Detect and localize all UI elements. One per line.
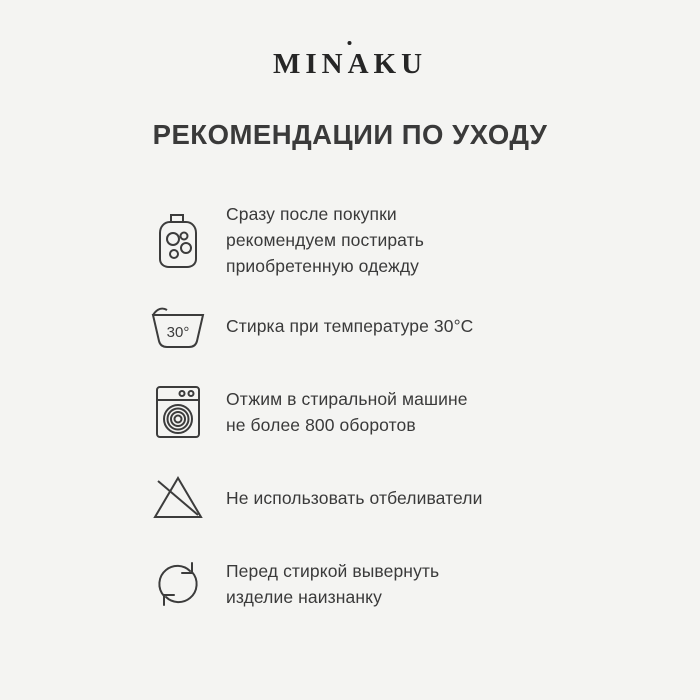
- list-item-line: Не использовать отбеливатели: [226, 488, 483, 508]
- care-instructions-list: [130, 197, 570, 627]
- no-bleach-triangle-icon: [130, 472, 226, 524]
- brand-logo-text: MINAKU: [272, 48, 428, 80]
- page-title: РЕКОМЕНДАЦИИ ПО УХОДУ: [152, 119, 548, 150]
- list-item-line: Сразу после покупки: [226, 204, 397, 224]
- list-item-text: [226, 558, 439, 610]
- list-item-line: не более 800 оборотов: [226, 415, 416, 435]
- list-item-line: рекомендуем постирать: [226, 230, 424, 250]
- washing-machine-icon: [130, 382, 226, 442]
- list-item-text: [226, 313, 473, 339]
- list-item-line: Перед стиркой вывернуть: [226, 561, 440, 581]
- list-item-line: приобретенную одежду: [226, 256, 420, 276]
- list-item-text: [226, 485, 482, 511]
- brand-logo: [273, 48, 427, 81]
- list-item-line: Стирка при температуре 30°C: [226, 316, 474, 336]
- list-item-line: изделие наизнанку: [226, 587, 382, 607]
- list-item: [130, 541, 570, 627]
- list-item-line: Отжим в стиральной машине: [226, 389, 468, 409]
- list-item: [130, 283, 570, 369]
- list-item-text: [226, 201, 424, 279]
- list-item: [130, 455, 570, 541]
- wash-tub-30-icon: [130, 303, 226, 349]
- list-item-text: [226, 386, 468, 438]
- detergent-bottle-icon: [130, 209, 226, 271]
- list-item: [130, 197, 570, 283]
- brand-logo-dot: [347, 41, 351, 45]
- turn-inside-out-arrows-icon: [130, 555, 226, 613]
- wash-temperature-label: 30°: [166, 324, 190, 341]
- list-item: [130, 369, 570, 455]
